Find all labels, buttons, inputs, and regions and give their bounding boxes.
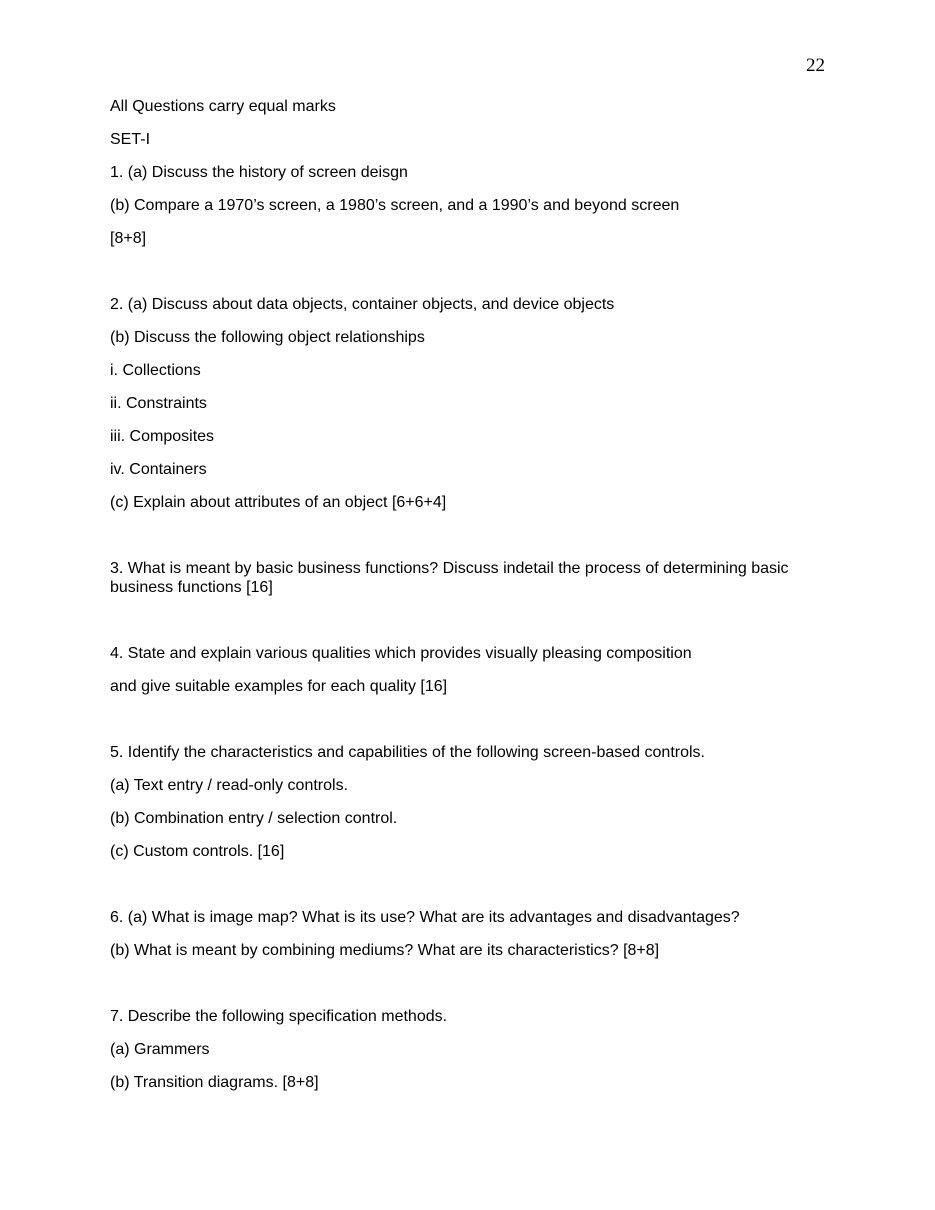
question-7: 7. Describe the following specification methods. [110,1008,448,1025]
question-2c: (c) Explain about attributes of an object [6+6+4] [110,494,447,511]
question-7a: (a) Grammers [110,1041,210,1058]
question-2b-item: iv. Containers [110,461,207,478]
question-2a: 2. (a) Discuss about data objects, container objects, and device objects [110,296,615,313]
question-1a: 1. (a) Discuss the history of screen deisgn [110,164,408,181]
question-2b: (b) Discuss the following object relationships [110,329,425,346]
question-2b-item: ii. Constraints [110,395,207,412]
question-4: 4. State and explain various qualities which provides visually pleasing composition [110,645,692,662]
question-2b-item: iii. Composites [110,428,215,445]
question-5: 5. Identify the characteristics and capabilities of the following screen-based controls. [110,744,705,761]
set-heading: SET-I [110,131,151,148]
question-1b: (b) Compare a 1970’s screen, a 1980’s screen, and a 1990’s and beyond screen [110,197,680,214]
question-5c: (c) Custom controls. [16] [110,843,285,860]
question-5b: (b) Combination entry / selection control. [110,810,398,827]
question-3: 3. What is meant by basic business functions? Discuss indetail the process of determining basic business functions [16] [110,560,789,596]
question-1-marks: [8+8] [110,230,147,247]
question-4-continued: and give suitable examples for each quality [16] [110,678,448,695]
question-6b: (b) What is meant by combining mediums? What are its characteristics? [8+8] [110,942,660,959]
question-5a: (a) Text entry / read-only controls. [110,777,349,794]
question-7b: (b) Transition diagrams. [8+8] [110,1074,319,1091]
question-2b-item: i. Collections [110,362,201,379]
exam-instructions: All Questions carry equal marks [110,98,336,115]
page-number: 22 [806,55,825,76]
question-6a: 6. (a) What is image map? What is its use? What are its advantages and disadvantages? [110,909,740,926]
